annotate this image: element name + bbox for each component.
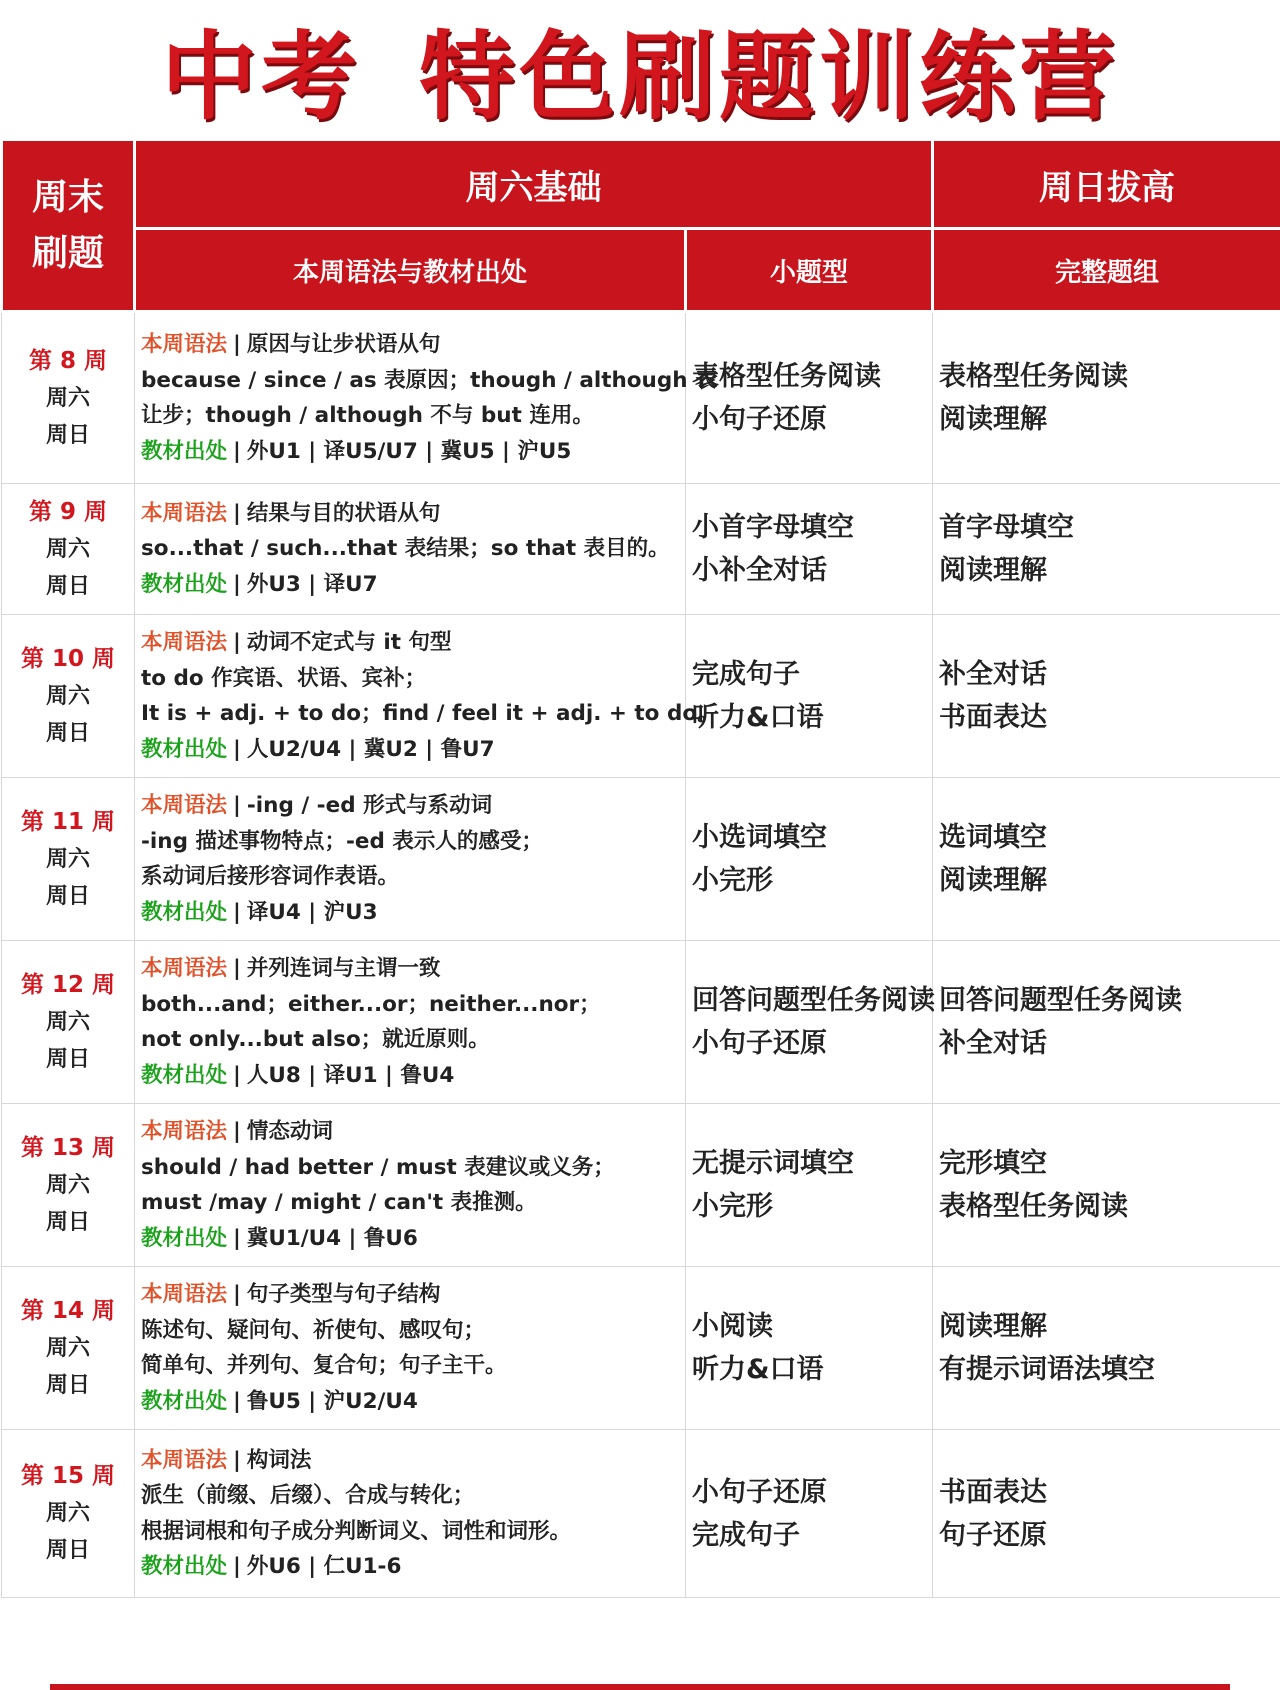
sunday-label: 周日 <box>45 1372 90 1398</box>
header-weekend <box>2 140 135 312</box>
grammar-note-line: should / had better / must 表建议或义务； <box>141 1154 615 1180</box>
week-number: 第 11 周 <box>20 808 116 835</box>
separator: | <box>233 500 241 526</box>
full-set-item: 书面表达 <box>939 1476 1047 1508</box>
source-tag: 教材出处 <box>141 736 228 762</box>
source-tag: 教材出处 <box>141 1062 228 1088</box>
full-set-item: 补全对话 <box>939 1028 1047 1059</box>
separator: | <box>233 1282 241 1307</box>
week-cell <box>2 615 135 778</box>
week-cell <box>2 1267 135 1430</box>
separator: | <box>233 1388 241 1414</box>
grammar-line <box>141 951 685 987</box>
small-type-item: 表格型任务阅读 <box>692 361 881 392</box>
week-cell <box>2 1430 135 1598</box>
source-text: 人U2/U4 | 冀U2 | 鲁U7 <box>246 736 495 762</box>
separator: | <box>233 793 241 818</box>
week-row <box>2 1104 1280 1267</box>
small-types-cell <box>686 941 933 1104</box>
source-tag: 教材出处 <box>141 1225 228 1251</box>
separator: | <box>233 1062 241 1088</box>
week-number: 第 8 周 <box>28 347 108 374</box>
week-cell <box>2 778 135 941</box>
small-type-item: 小完形 <box>692 1191 773 1222</box>
week-row <box>2 484 1280 615</box>
small-types-cell <box>686 312 933 484</box>
full-set-item: 首字母填空 <box>939 512 1074 543</box>
grammar-topic: 结果与目的状语从句 <box>246 500 441 526</box>
grammar-tag: 本周语法 <box>141 630 228 655</box>
grammar-cell <box>135 1104 686 1267</box>
separator: | <box>233 630 241 655</box>
source-text: 外U3 | 译U7 <box>246 571 378 597</box>
grammar-tag: 本周语法 <box>141 956 228 981</box>
header-small-types-column: 小题型 <box>686 229 933 312</box>
small-type-item: 小完形 <box>692 865 773 896</box>
full-sets-cell <box>933 778 1280 941</box>
grammar-tag: 本周语法 <box>141 1282 228 1307</box>
full-set-item: 阅读理解 <box>939 555 1047 586</box>
grammar-cell <box>135 312 717 484</box>
grammar-topic: 原因与让步状语从句 <box>246 332 441 357</box>
full-set-item: 表格型任务阅读 <box>939 361 1128 392</box>
grammar-topic: 情态动词 <box>246 1119 333 1144</box>
source-text: 译U4 | 沪U3 <box>246 899 378 925</box>
separator: | <box>233 332 241 357</box>
grammar-note-line: to do 作宾语、状语、宾补； <box>141 665 427 691</box>
week-row <box>2 615 1280 778</box>
separator: | <box>233 956 241 981</box>
grammar-line <box>141 788 685 824</box>
full-set-item: 完形填空 <box>939 1148 1047 1179</box>
small-type-item: 完成句子 <box>692 659 800 690</box>
week-number: 第 13 周 <box>20 1134 116 1161</box>
grammar-topic: 句子类型与句子结构 <box>246 1282 441 1307</box>
grammar-line <box>141 625 685 661</box>
grammar-tag: 本周语法 <box>141 332 228 357</box>
small-type-item: 小句子还原 <box>692 1028 827 1059</box>
separator: | <box>233 571 241 597</box>
full-sets-cell <box>933 312 1280 484</box>
week-cell <box>2 1104 135 1267</box>
week-row <box>2 941 1280 1104</box>
grammar-notes <box>141 1150 685 1221</box>
grammar-tag: 本周语法 <box>141 1447 228 1473</box>
separator: | <box>233 438 241 464</box>
small-type-item: 小阅读 <box>692 1311 773 1342</box>
week-cell <box>2 312 135 484</box>
full-set-item: 选词填空 <box>939 822 1047 853</box>
full-set-item: 表格型任务阅读 <box>939 1191 1128 1222</box>
small-types-cell <box>686 1267 933 1430</box>
week-row <box>2 1430 1280 1598</box>
header-full-sets-column: 完整题组 <box>933 229 1280 312</box>
grammar-cell <box>135 484 686 615</box>
small-types-cell <box>686 615 933 778</box>
small-types-cell <box>686 1430 933 1598</box>
source-text: 人U8 | 译U1 | 鲁U4 <box>246 1062 455 1088</box>
small-type-item: 完成句子 <box>692 1519 800 1551</box>
separator: | <box>233 736 241 762</box>
week-cell <box>2 484 135 615</box>
grammar-note-line: because / since / as 表原因；though / although 表 <box>141 367 717 393</box>
full-set-item: 书面表达 <box>939 702 1047 733</box>
grammar-cell <box>135 1430 686 1598</box>
grammar-cell <box>135 615 719 778</box>
separator: | <box>233 1447 241 1473</box>
source-line <box>141 434 685 470</box>
small-type-item: 小句子还原 <box>692 404 827 435</box>
small-type-item: 无提示词填空 <box>692 1148 854 1179</box>
grammar-line <box>141 1277 685 1313</box>
grammar-note-line: It is + adj. + to do；find / feel it + adj. + to do。 <box>141 701 719 726</box>
week-number: 第 9 周 <box>28 498 108 525</box>
grammar-note-line: 派生（前缀、后缀）、合成与转化； <box>141 1483 475 1508</box>
saturday-label: 周六 <box>45 1335 90 1361</box>
grammar-notes <box>141 1478 685 1549</box>
source-text: 冀U1/U4 | 鲁U6 <box>246 1225 418 1251</box>
grammar-note-line: 陈述句、疑问句、祈使句、感叹句； <box>141 1317 486 1343</box>
separator: | <box>233 1225 241 1251</box>
grammar-notes <box>141 1313 685 1384</box>
full-sets-cell <box>933 484 1280 615</box>
grammar-line <box>141 496 685 532</box>
grammar-notes <box>141 363 717 434</box>
sunday-label: 周日 <box>45 1046 90 1072</box>
grammar-notes <box>141 824 685 895</box>
grammar-topic: 动词不定式与 it 句型 <box>246 630 452 655</box>
week-number: 第 14 周 <box>20 1297 116 1324</box>
small-types-cell <box>686 484 933 615</box>
small-type-item: 听力&口语 <box>692 1354 824 1385</box>
header-weekend-line2: 刷题 <box>31 232 104 274</box>
grammar-note-line: -ing 描述事物特点；-ed 表示人的感受； <box>141 828 543 854</box>
grammar-cell <box>135 1267 686 1430</box>
saturday-label: 周六 <box>45 1501 90 1526</box>
small-type-item: 小首字母填空 <box>692 512 854 543</box>
small-type-item: 小选词填空 <box>692 822 827 853</box>
grammar-line <box>141 1443 685 1479</box>
full-set-item: 回答问题型任务阅读 <box>939 985 1182 1016</box>
grammar-line <box>141 327 685 363</box>
source-line <box>141 1058 685 1094</box>
full-sets-cell <box>933 615 1280 778</box>
grammar-note-line: so...that / such...that 表结果；so that 表目的。 <box>141 536 670 562</box>
source-tag: 教材出处 <box>141 571 228 597</box>
source-tag: 教材出处 <box>141 899 228 925</box>
schedule-body <box>2 312 1280 1598</box>
grammar-line <box>141 1114 685 1150</box>
separator: | <box>233 1119 241 1144</box>
header-grammar-column: 本周语法与教材出处 <box>135 229 686 312</box>
grammar-topic: -ing / -ed 形式与系动词 <box>246 793 493 818</box>
small-types-cell <box>686 1104 933 1267</box>
source-text: 外U6 | 仁U1-6 <box>246 1554 402 1579</box>
grammar-note-line: 让步；though / although 不与 but 连用。 <box>141 403 594 428</box>
source-line <box>141 732 685 768</box>
full-set-item: 句子还原 <box>939 1519 1047 1551</box>
small-type-item: 听力&口语 <box>692 702 824 733</box>
grammar-cell <box>135 778 686 941</box>
full-sets-cell <box>933 1104 1280 1267</box>
week-number: 第 15 周 <box>20 1463 116 1489</box>
grammar-topic: 并列连词与主谓一致 <box>246 956 441 981</box>
grammar-topic: 构词法 <box>246 1447 312 1473</box>
full-sets-cell <box>933 941 1280 1104</box>
saturday-label: 周六 <box>45 683 90 709</box>
full-sets-cell <box>933 1430 1280 1598</box>
grammar-note-line: 系动词后接形容词作表语。 <box>141 864 400 889</box>
source-line <box>141 567 685 603</box>
bottom-rule <box>50 1684 1230 1690</box>
grammar-note-line: both...and；either...or；neither...nor； <box>141 991 601 1017</box>
source-tag: 教材出处 <box>141 1388 228 1414</box>
header-sunday: 周日拔高 <box>933 140 1280 229</box>
small-types-cell <box>686 778 933 941</box>
week-row <box>2 312 1280 484</box>
header-weekend-line1: 周末 <box>31 176 104 218</box>
grammar-notes <box>141 661 719 732</box>
full-set-item: 阅读理解 <box>939 1311 1047 1342</box>
saturday-label: 周六 <box>45 536 90 562</box>
sunday-label: 周日 <box>45 573 90 599</box>
full-set-item: 有提示词语法填空 <box>939 1354 1155 1385</box>
source-line <box>141 1221 685 1257</box>
schedule-table <box>0 138 1280 1598</box>
separator: | <box>233 1554 241 1579</box>
saturday-label: 周六 <box>45 385 90 411</box>
week-number: 第 10 周 <box>20 645 116 672</box>
small-type-item: 回答问题型任务阅读 <box>692 985 935 1016</box>
sunday-label: 周日 <box>45 422 90 448</box>
sunday-label: 周日 <box>45 1538 90 1563</box>
source-line <box>141 1384 685 1420</box>
saturday-label: 周六 <box>45 1172 90 1198</box>
saturday-label: 周六 <box>45 846 90 872</box>
grammar-tag: 本周语法 <box>141 793 228 818</box>
source-line <box>141 1549 685 1585</box>
sunday-label: 周日 <box>45 883 90 909</box>
grammar-notes <box>141 531 685 567</box>
small-type-item: 小补全对话 <box>692 555 827 586</box>
source-tag: 教材出处 <box>141 1554 228 1579</box>
grammar-note-line: not only...but also；就近原则。 <box>141 1027 490 1052</box>
saturday-label: 周六 <box>45 1009 90 1035</box>
separator: | <box>233 899 241 925</box>
week-cell <box>2 941 135 1104</box>
grammar-tag: 本周语法 <box>141 1119 228 1144</box>
grammar-note-line: 根据词根和句子成分判断词义、词性和词形。 <box>141 1518 572 1544</box>
full-sets-cell <box>933 1267 1280 1430</box>
source-text: 鲁U5 | 沪U2/U4 <box>246 1388 418 1414</box>
source-line <box>141 895 685 931</box>
full-set-item: 阅读理解 <box>939 404 1047 435</box>
grammar-cell <box>135 941 686 1104</box>
full-set-item: 阅读理解 <box>939 865 1047 896</box>
title-part1: 中考 <box>161 20 361 133</box>
source-tag: 教材出处 <box>141 438 228 464</box>
full-set-item: 补全对话 <box>939 659 1047 690</box>
sunday-label: 周日 <box>45 720 90 746</box>
grammar-note-line: 简单句、并列句、复合句；句子主干。 <box>141 1353 507 1378</box>
header-saturday: 周六基础 <box>135 140 933 229</box>
week-row <box>2 778 1280 941</box>
grammar-note-line: must /may / might / can't 表推测。 <box>141 1190 537 1215</box>
title-part2: 特色刷题训练营 <box>419 20 1119 133</box>
sunday-label: 周日 <box>45 1209 90 1235</box>
grammar-notes <box>141 987 685 1058</box>
week-row <box>2 1267 1280 1430</box>
page-title <box>0 0 1280 138</box>
source-text: 外U1 | 译U5/U7 | 冀U5 | 沪U5 <box>246 438 572 464</box>
small-type-item: 小句子还原 <box>692 1476 827 1508</box>
week-number: 第 12 周 <box>20 971 116 998</box>
grammar-tag: 本周语法 <box>141 500 228 526</box>
